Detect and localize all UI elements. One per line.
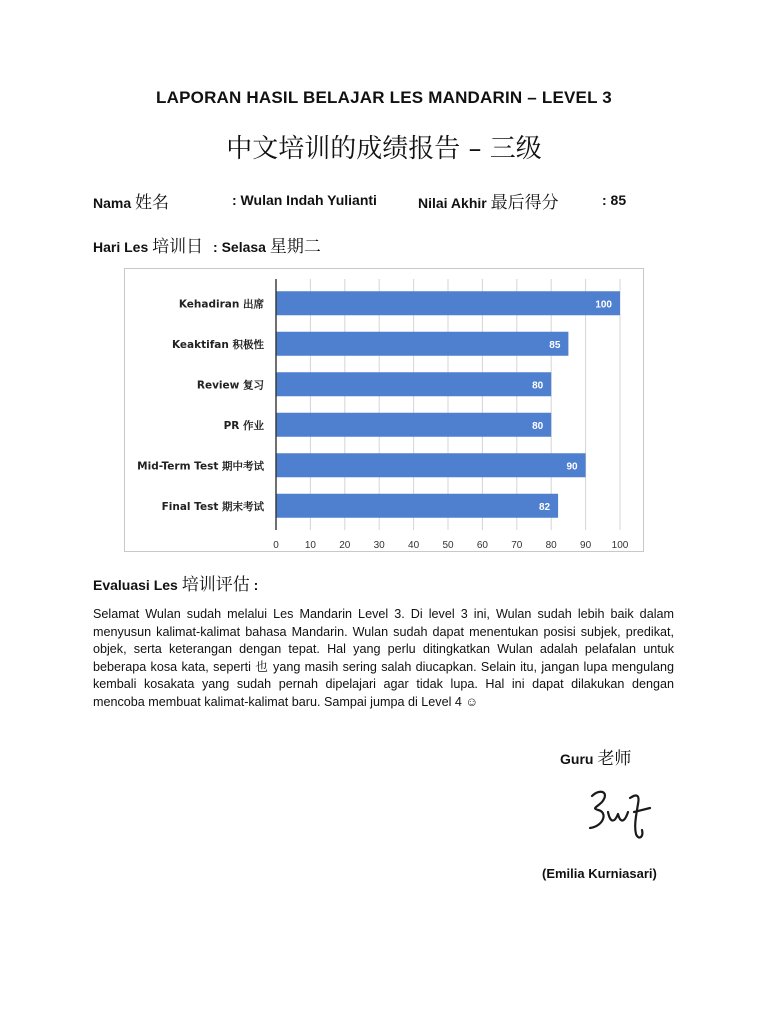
bar: [276, 291, 620, 315]
x-tick-label: 90: [580, 540, 592, 551]
bar-value-label: 80: [532, 420, 544, 432]
name-label-chinese: 姓名: [135, 193, 170, 213]
x-tick-label: 100: [611, 540, 629, 551]
guru-label-chinese: 老师: [597, 749, 632, 769]
day-value-chinese: 星期二: [269, 237, 321, 257]
score-label: Nilai Akhir: [418, 195, 487, 211]
guru-label: Guru: [560, 751, 594, 767]
evaluation-label: Evaluasi Les: [93, 577, 178, 593]
x-tick-label: 70: [511, 540, 523, 551]
x-tick-label: 50: [442, 540, 454, 551]
x-tick-label: 40: [408, 540, 420, 551]
score-chart-svg: [125, 269, 643, 551]
x-tick-label: 10: [304, 540, 316, 551]
category-label: Review 复习: [196, 379, 264, 392]
report-title: LAPORAN HASIL BELAJAR LES MANDARIN – LEVEL 3: [156, 88, 612, 107]
x-tick-label: 80: [545, 540, 557, 551]
category-label: Keaktifan 积极性: [171, 338, 264, 351]
report-title-chinese: 中文培训的成绩报告 – 三级: [226, 134, 542, 164]
category-label: Final Test 期末考试: [161, 500, 264, 513]
evaluation-heading: [93, 570, 258, 595]
category-label: Mid-Term Test 期中考试: [137, 460, 264, 473]
day-label: Hari Les: [93, 239, 149, 255]
x-tick-label: 60: [476, 540, 488, 551]
x-tick-label: 30: [373, 540, 385, 551]
bar-value-label: 80: [532, 380, 544, 392]
bar: [276, 332, 568, 356]
handwritten-signature: [578, 782, 670, 854]
evaluation-label-chinese: 培训评估: [181, 575, 250, 595]
x-tick-label: 0: [273, 540, 279, 551]
evaluation-colon: :: [253, 577, 259, 593]
bar: [276, 413, 551, 437]
guru-signature-label: [560, 744, 631, 769]
score-value: : 85: [602, 192, 627, 208]
bar: [276, 372, 551, 396]
category-label: Kehadiran 出席: [178, 298, 264, 311]
bar: [276, 494, 558, 518]
bar: [276, 453, 586, 477]
category-label: PR 作业: [223, 419, 264, 432]
evaluation-text: Selamat Wulan sudah melalui Les Mandarin Level 3. Di level 3 ini, Wulan sudah lebih baik dalam menyusun kalimat-kalimat bahasa Mandarin. Wulan sudah dapat menentukan posisi subjek, predikat, objek, serta keterangan dengan tepat. Hal yang perlu ditingkatkan Wulan adalah pelafalan untuk beberapa kosa kata, seperti 也 yang masih sering salah diucapkan. Selain itu, jangan lupa mengulang kembali kosakata yang sudah pernah dipelajari agar tidak lupa. Hal ini dapat dilakukan dengan mencoba membuat kalimat-kalimat baru. Sampai jumpa di Level 4 ☺: [93, 607, 674, 709]
teacher-name: (Emilia Kurniasari): [542, 866, 657, 881]
bar-value-label: 90: [566, 461, 578, 473]
score-label-chinese: 最后得分: [490, 193, 559, 213]
day-row: [93, 232, 321, 257]
day-label-chinese: 培训日: [152, 237, 204, 257]
bar-value-label: 100: [595, 299, 612, 311]
bar-value-label: 85: [549, 339, 561, 351]
day-value: : Selasa: [213, 239, 266, 255]
score-chart: [124, 268, 644, 552]
bar-value-label: 82: [538, 501, 551, 513]
name-label: Nama: [93, 195, 132, 211]
x-tick-label: 20: [339, 540, 351, 551]
name-value: : Wulan Indah Yulianti: [232, 192, 377, 208]
score-row: [418, 188, 559, 213]
name-row: [93, 188, 169, 213]
